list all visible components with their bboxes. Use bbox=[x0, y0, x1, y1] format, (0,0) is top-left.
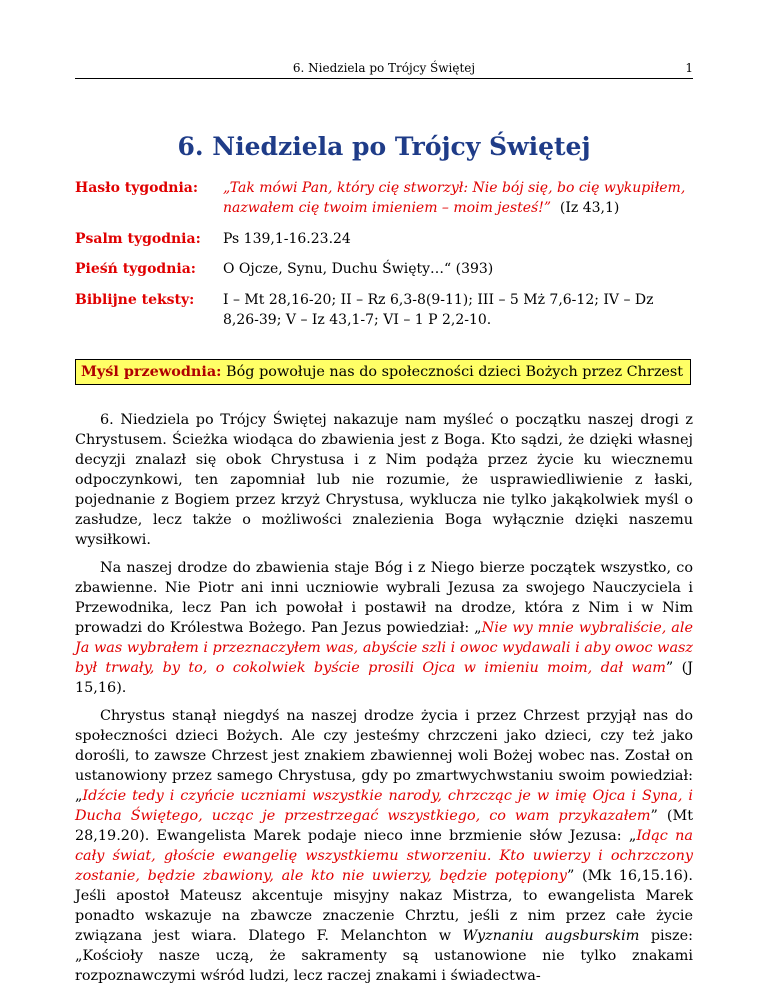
paragraph-3-quote-matthew: Idźcie tedy i czyńcie uczniami wszystkie narody, chrzcząc je w imię Ojca i Syna, i Ducha Świętego, ucząc je przestrzegać wszystkiego, co wam przykazałem bbox=[75, 788, 693, 824]
paragraph-3 bbox=[75, 706, 693, 986]
theme-label: Myśl przewodnia: bbox=[81, 363, 222, 380]
hymn-label: Pieśń tygodnia: bbox=[75, 261, 196, 277]
theme-box bbox=[75, 359, 691, 385]
paragraph-3-bridge: ” (Mt 28,19.20). Ewangelista Marek podaje nieco inne brzmienie słów Jezusa: „ bbox=[75, 808, 693, 844]
page-number: 1 bbox=[685, 61, 693, 75]
texts-value: I – Mt 28,16-20; II – Rz 6,3-8(9-11); III – 5 Mż 7,6-12; IV – Dz 8,26-39; V – Iz 43,1-7; VI – 1 P 2,2-10. bbox=[223, 292, 654, 328]
motto-quote: „Tak mówi Pan, który cię stworzył: Nie bój się, bo cię wykupiłem, nazwałem cię twoim imieniem – moim jesteś!” bbox=[223, 180, 686, 216]
motto-label: Hasło tygodnia: bbox=[75, 180, 199, 196]
psalm-label: Psalm tygodnia: bbox=[75, 231, 201, 247]
motto-value bbox=[223, 178, 693, 218]
paragraph-2-ref: ” (J 15,16). bbox=[75, 660, 693, 696]
paragraph-2 bbox=[75, 558, 693, 698]
running-header bbox=[75, 56, 693, 79]
paragraph-3-continuation: ” (Mk 16,15.16). Jeśli apostoł Mateusz akcentuje misyjny nakaz Mistrza, to ewangelista Marek ponadto wskazuje na zbawcze znaczenie Chrztu, jeśli z nim przez całe życie związana jest wiara. Dlatego F. Melanchton w bbox=[75, 868, 693, 944]
motto-ref: (Iz 43,1) bbox=[559, 200, 620, 216]
paragraph-1: 6. Niedziela po Trójcy Świętej nakazuje nam myśleć o początku naszej drogi z Chrystusem. Ścieżka wiodąca do zbawienia jest z Boga. Kto sądzi, że dzięki własnej decyzji znalazł się obok Chrystusa i z Nim podąża przez życie ku wiecznemu odpoczynkowi, ten zapomniał lub nie rozumie, że usprawiedliwienie z łaski, pojednanie z Bogiem przez krzyż Chrystusa, wyklucza nie tylko jakąkolwiek myśl o zasłudze, lecz także o możliwości znalezienia Boga wyłącznie dzięki naszemu wysiłkowi. bbox=[75, 412, 693, 548]
running-header-title: 6. Niedziela po Trójcy Świętej bbox=[292, 61, 476, 75]
paragraph-3-quote-mark: Idąc na cały świat, głoście ewangelię wszystkiemu stworzeniu. Kto uwierzy i ochrzczony zostanie, będzie zbawiony, ale kto nie uwierzy, będzie potępiony bbox=[75, 828, 693, 884]
paragraph-2-intro: Na naszej drodze do zbawienia staje Bóg i z Niego bierze początek wszystko, co zbawienne. Nie Piotr ani inni uczniowie wybrali Jezusa za swojego Nauczyciela i Przewodnika, lecz Pan ich powołał i postawił na drodze, która z Nim i w Nim prowadzi do Królestwa Bożego. Pan Jezus powiedział: „ bbox=[75, 560, 693, 636]
hymn-value: O Ojcze, Synu, Duchu Święty…“ (393) bbox=[223, 261, 494, 277]
paragraph-3-ending: pisze: „Kościoły nasze uczą, że sakramenty są ustanowione nie tylko znakami rozpoznawczymi wśród ludzi, lecz raczej znakami i świadectwa- bbox=[75, 928, 693, 984]
body-text bbox=[75, 410, 693, 994]
texts-label: Biblijne teksty: bbox=[75, 292, 195, 308]
psalm-value: Ps 139,1-16.23.24 bbox=[223, 231, 351, 247]
paragraph-3-intro: Chrystus stanął niegdyś na naszej drodze życia i przez Chrzest przyjął nas do społeczności dzieci Bożych. Ale czy jesteśmy chrzczeni jako dzieci, czy też jako dorośli, to zawsze Chrzest jest znakiem zbawiennej woli Bożej wobec nas. Został on ustanowiony przez samego Chrystusa, gdy po zmartwychwstaniu swoim powiedział: „ bbox=[75, 708, 693, 804]
page-title: 6. Niedziela po Trójcy Świętej bbox=[177, 132, 591, 161]
paragraph-2-quote: Nie wy mnie wybraliście, ale Ja was wybrałem i przeznaczyłem was, abyście szli i owoc wydawali i aby owoc wasz był trwały, by to, o cokolwiek byście prosili Ojca w imieniu moim, dał wam bbox=[75, 620, 693, 676]
paragraph-3-book-title: Wyznaniu augsburskim bbox=[462, 928, 640, 944]
theme-text: Bóg powołuje nas do społeczności dzieci Bożych przez Chrzest bbox=[221, 364, 684, 380]
